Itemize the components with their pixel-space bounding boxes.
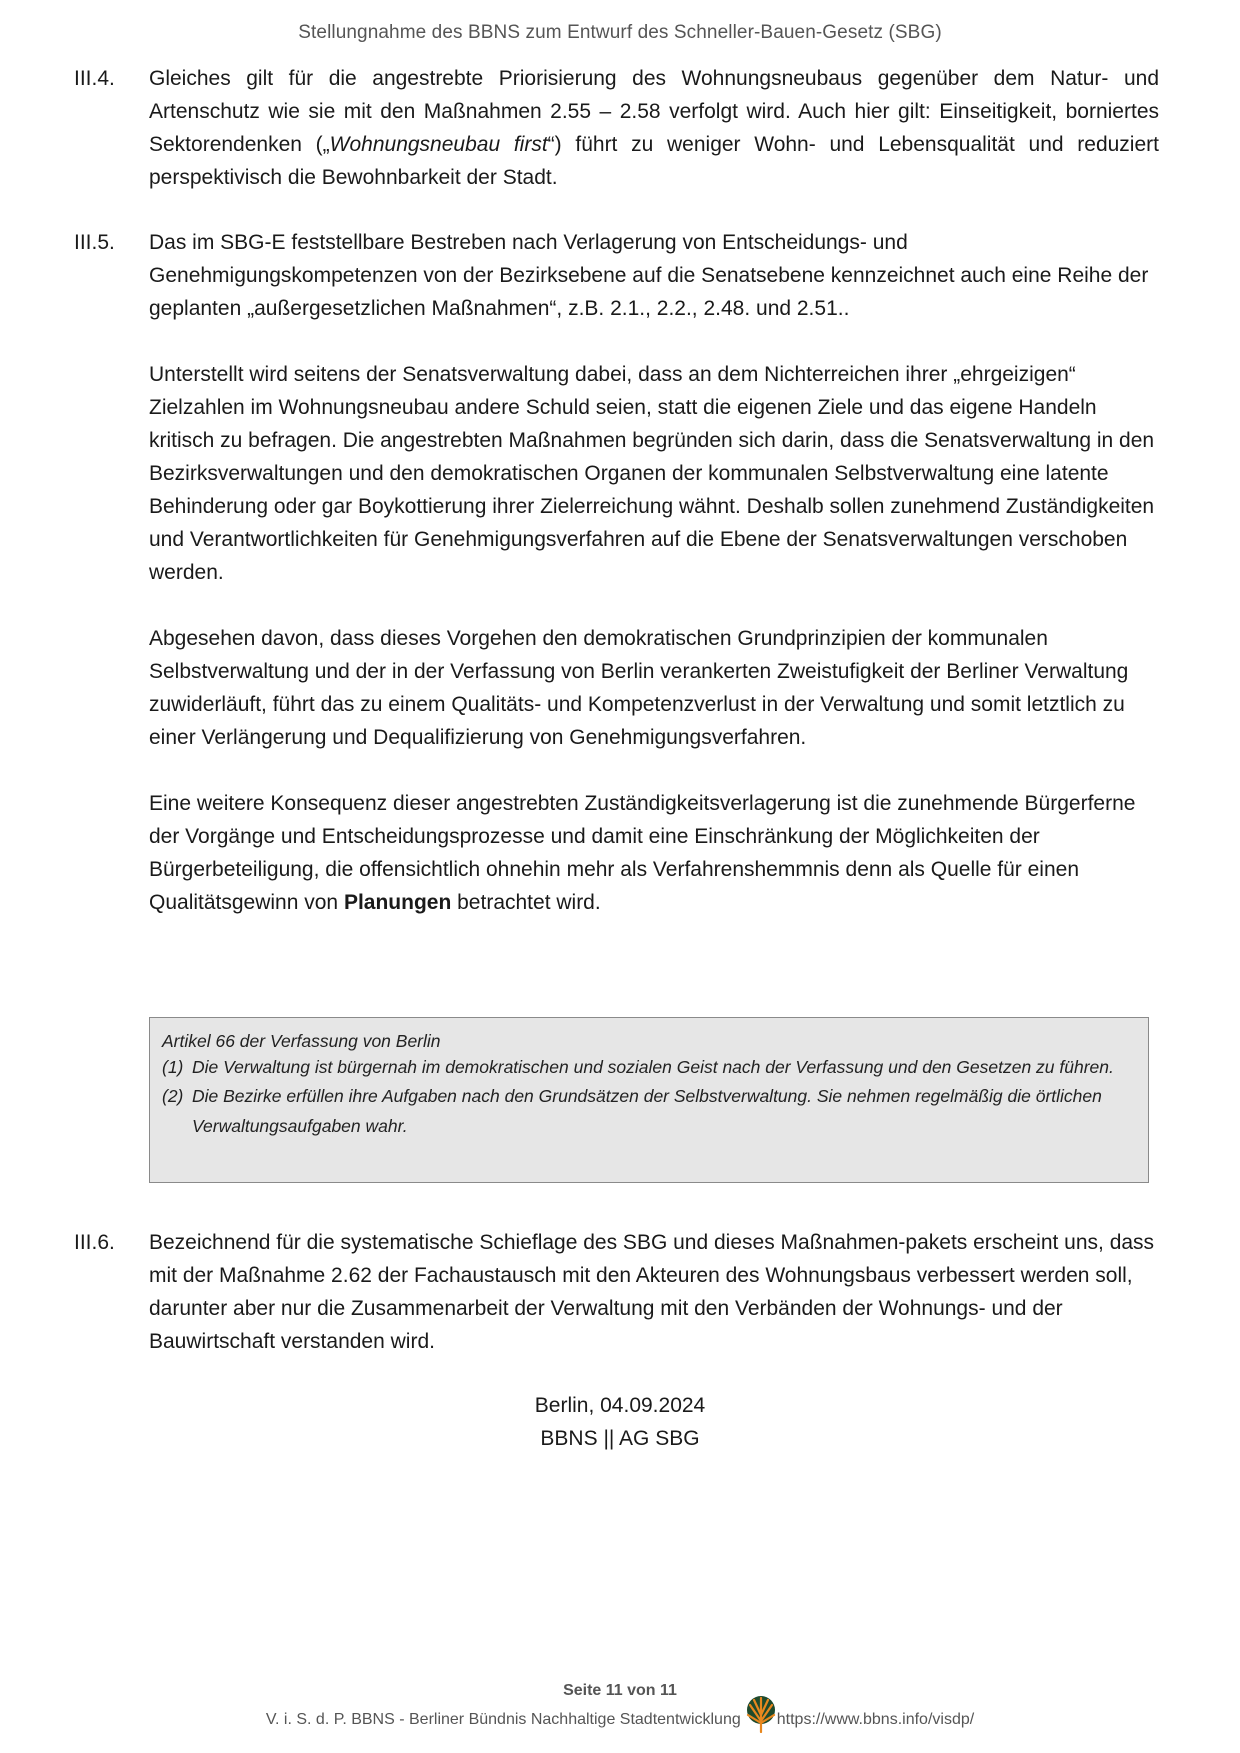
page-number: Seite 11 von 11: [563, 1682, 677, 1699]
quote-item-text: Die Verwaltung ist bürgernah im demokratischen und sozialen Geist nach der Verfassung und den Gesetzen zu führen.: [192, 1057, 1114, 1077]
paragraph-text: Gleiches gilt für die angestrebte Priorisierung des Wohnungsneubaus gegenüber dem Natur- und Artenschutz wie sie mit den Maßnahmen 2.55 – 2.58 verfolgt wird. Auch hier gilt: Einseitigkeit, borniertes Sektorendenken („: [149, 67, 1159, 156]
paragraph-text: “) führt zu weniger Wohn- und Lebensqualität und reduziert perspektivisch die Bewohnbarkeit der Stadt.: [149, 133, 1159, 189]
paragraph: Unterstellt wird seitens der Senatsverwaltung dabei, dass an dem Nichterreichen ihrer „ehrgeizigen“ Zielzahlen im Wohnungsneubau andere Schuld seien, statt die eigenen Ziele und das eigene Handeln kritisch zu befragen. Die angestrebten Maßnahmen begründen sich darin, dass die Senatsverwaltung in den Bezirksverwaltungen und den demokratischen Organen der kommunalen Selbstverwaltung eine latente Behinderung oder gar Boykottierung ihrer Zielerreichung wähnt. Deshalb sollen zunehmend Zuständigkeiten und Verantwortlichkeiten für Genehmigungsverfahren auf die Ebene der Senatsverwaltungen verschoben werden.: [149, 363, 1155, 584]
imprint-text: V. i. S. d. P. BBNS - Berliner Bündnis Nachhaltige Stadtentwicklung: [265, 1711, 741, 1728]
quote-item-number: (2): [162, 1086, 184, 1106]
section-body: [149, 226, 1159, 919]
imprint-line: [0, 1701, 1240, 1739]
bold-text: Planungen: [343, 891, 452, 914]
place-date: Berlin, 04.09.2024: [534, 1394, 706, 1417]
section-body: [149, 62, 1159, 194]
signature-block: [0, 1389, 1240, 1455]
section-number: III.5.: [74, 231, 115, 254]
section-number: III.4.: [74, 67, 115, 90]
imprint-url-link[interactable]: https://www.bbns.info/visdp/: [776, 1711, 975, 1728]
paragraph-text: betrachtet wird.: [451, 891, 601, 914]
tree-logo-icon: [743, 1695, 779, 1733]
quote-item: [162, 1081, 1136, 1141]
paragraph: Das im SBG-E feststellbare Bestreben nach Verlagerung von Entscheidungs- und Genehmigungskompetenzen von der Bezirksebene auf die Senatsebene kennzeichnet auch eine Reihe der geplanten „außergesetzlichen Maßnahmen“, z.B. 2.1., 2.2., 2.48. und 2.51..: [149, 231, 1149, 320]
quote-item-number: (1): [162, 1057, 184, 1077]
paragraph-text: Eine weitere Konsequenz dieser angestrebten Zuständigkeitsverlagerung ist die zunehmende Bürgerferne der Vorgänge und Entscheidungsprozesse und damit eine Einschränkung der Möglichkeiten der Bürgerbeteiligung, die offensichtlich ohnehin mehr als Verfahrenshemmnis denn als Quelle für einen Qualitätsgewinn von: [149, 792, 1136, 914]
quote-title: Artikel 66 der Verfassung von Berlin: [162, 1031, 441, 1051]
paragraph: [149, 62, 1159, 194]
paragraph: Bezeichnend für die systematische Schieflage des SBG und dieses Maßnahmen-pakets erscheint uns, dass mit der Maßnahme 2.62 der Fachaustausch mit den Akteuren des Wohnungsbaus verbessert werden soll, darunter aber nur die Zusammenarbeit der Verwaltung mit den Verbänden der Wohnungs- und der Bauwirtschaft verstanden wird.: [149, 1231, 1155, 1353]
emphasis-text: Wohnungsneubau first: [329, 133, 548, 156]
quote-item: [162, 1054, 1136, 1080]
page-header: Stellungnahme des BBNS zum Entwurf des Schneller-Bauen-Gesetz (SBG): [298, 22, 942, 43]
section-number: III.6.: [74, 1231, 115, 1254]
paragraph: Abgesehen davon, dass dieses Vorgehen den demokratischen Grundprinzipien der kommunalen Selbstverwaltung und der in der Verfassung von Berlin verankerten Zweistufigkeit der Berliner Verwaltung zuwiderläuft, führt das zu einem Qualitäts- und Kompetenzverlust in der Verwaltung und somit letztlich zu einer Verlängerung und Dequalifizierung von Genehmigungsverfahren.: [149, 627, 1129, 749]
section-body: [149, 1226, 1159, 1358]
quote-item-text: Die Bezirke erfüllen ihre Aufgaben nach den Grundsätzen der Selbstverwaltung. Sie nehmen regelmäßig die örtlichen Verwaltungsaufgaben wahr.: [192, 1086, 1102, 1136]
constitution-quote-box: [149, 1017, 1149, 1183]
page-footer: [0, 1681, 1240, 1739]
paragraph: [149, 787, 1159, 919]
author: BBNS || AG SBG: [540, 1427, 700, 1450]
